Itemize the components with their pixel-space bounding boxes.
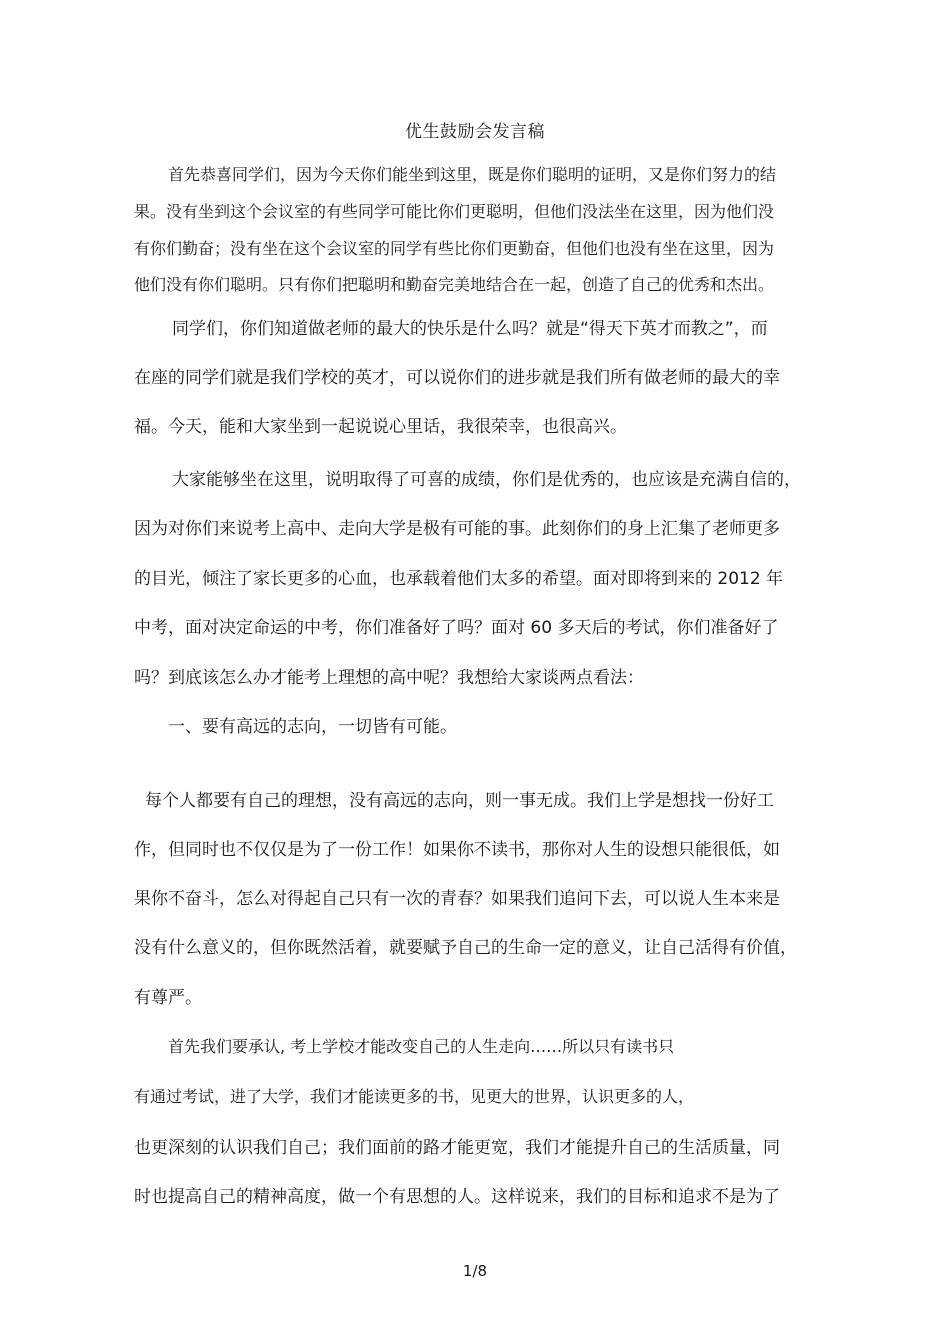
paragraph-line: 没有什么意义的，但你既然活着，就要赋予自己的生命一定的意义，让自己活得有价值， — [134, 938, 797, 958]
paragraph-line: 果。没有坐到这个会议室的有些同学可能比你们更聪明，但他们没法坐在这里，因为他们没 — [134, 202, 775, 221]
paragraph-line: 福。今天，能和大家坐到一起说说心里话，我很荣幸，也很高兴。 — [134, 417, 627, 437]
paragraph-line: 每个人都要有自己的理想，没有高远的志向，则一事无成。我们上学是想找一份好工 — [145, 791, 774, 811]
paragraph-line: 中考，面对决定命运的中考，你们准备好了吗？面对 60 多天后的考试，你们准备好了 — [134, 618, 779, 638]
paragraph-line: 吗？到底该怎么办才能考上理想的高中呢？我想给大家谈两点看法： — [134, 668, 644, 688]
paragraph-line: 的目光，倾注了家长更多的心血，也承载着他们太多的希望。面对即将到来的 2012 年 — [134, 569, 784, 589]
paragraph-line: 同学们，你们知道做老师的最大的快乐是什么吗？就是“得天下英才而教之”，而 — [172, 319, 768, 339]
paragraph-line: 有你们勤奋；没有坐在这个会议室的同学有些比你们更勤奋，但他们也没有坐在这里，因为 — [134, 239, 775, 258]
paragraph-line: 时也提高自己的精神高度，做一个有思想的人。这样说来，我们的目标和追求不是为了 — [134, 1187, 780, 1207]
page-number: 1/8 — [462, 1262, 488, 1280]
paragraph-line: 首先恭喜同学们，因为今天你们能坐到这里，既是你们聪明的证明，又是你们努力的结 — [168, 165, 777, 184]
section-heading: 一、要有高远的志向，一切皆有可能。 — [168, 717, 457, 737]
paragraph-line: 有通过考试，进了大学，我们才能读更多的书，见更大的世界，认识更多的人， — [134, 1087, 695, 1106]
paragraph-line: 大家能够坐在这里，说明取得了可喜的成绩，你们是优秀的，也应该是充满自信的， — [172, 470, 801, 490]
paragraph-line: 因为对你们来说考上高中、走向大学是极有可能的事。此刻你们的身上汇集了老师更多 — [134, 519, 780, 539]
paragraph-line: 有尊严。 — [134, 988, 202, 1008]
paragraph-line: 首先我们要承认, 考上学校才能改变自己的人生走向……所以只有读书只 — [168, 1037, 675, 1056]
paragraph-line: 也更深刻的认识我们自己；我们面前的路才能更宽，我们才能提升自己的生活质量，同 — [134, 1138, 780, 1158]
paragraph-line: 作，但同时也不仅仅是为了一份工作！如果你不读书，那你对人生的设想只能很低，如 — [134, 840, 780, 860]
document-title: 优生鼓励会发言稿 — [405, 122, 545, 142]
paragraph-line: 他们没有你们聪明。只有你们把聪明和勤奋完美地结合在一起，创造了自己的优秀和杰出。 — [134, 275, 775, 294]
paragraph-line: 果你不奋斗，怎么对得起自己只有一次的青春？如果我们追问下去，可以说人生本来是 — [134, 889, 780, 909]
paragraph-line: 在座的同学们就是我们学校的英才，可以说你们的进步就是我们所有做老师的最大的幸 — [134, 368, 780, 388]
